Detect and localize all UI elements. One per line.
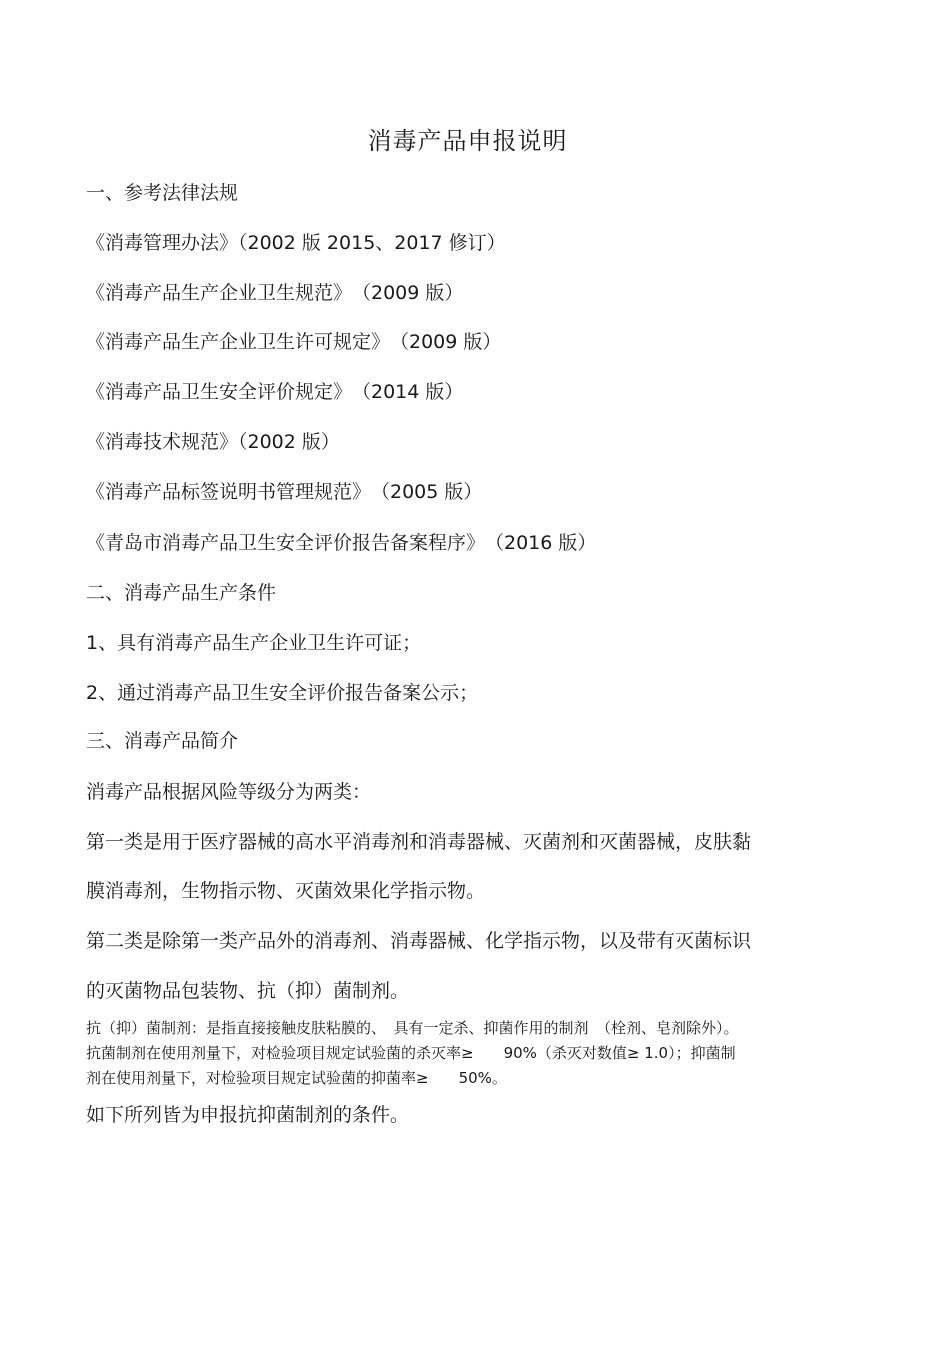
definition-line: 抗菌制剂在使用剂量下，对检验项目规定试验菌的杀灭率≥ 90%（杀灭对数值≥ 1.0）；抑菌制 <box>86 1044 736 1062</box>
paragraph-line: 膜消毒剂，生物指示物、灭菌效果化学指示物。 <box>86 880 486 902</box>
paragraph-line: 的灭菌物品包装物、抗（抑）菌制剂。 <box>86 980 410 1002</box>
document-title: 消毒产品申报说明 <box>367 127 568 155</box>
law-item: 《消毒产品标签说明书管理规范》 （2005 版） <box>86 481 483 503</box>
paragraph-line: 第二类是除第一类产品外的消毒剂、消毒器械、化学指示物，以及带有灭菌标识 <box>86 930 752 952</box>
section-heading-conditions: 二、消毒产品生产条件 <box>86 582 277 604</box>
condition-item: 2、通过消毒产品卫生安全评价报告备案公示； <box>86 682 479 704</box>
section-heading-intro: 三、消毒产品简介 <box>86 730 239 752</box>
law-item: 《消毒产品卫生安全评价规定》 （2014 版） <box>86 381 464 403</box>
law-item: 《消毒产品生产企业卫生规范》 （2009 版） <box>86 282 464 304</box>
section-heading-laws: 一、参考法律法规 <box>86 182 239 204</box>
closing-line: 如下所列皆为申报抗抑菌制剂的条件。 <box>86 1104 410 1126</box>
definition-line: 抗（抑）菌制剂：是指直接接触皮肤粘膜的、 具有一定杀、抑菌作用的制剂 （栓剂、皂剂除外）。 <box>86 1019 739 1037</box>
law-item: 《消毒产品生产企业卫生许可规定》 （2009 版） <box>86 331 502 353</box>
condition-item: 1、具有消毒产品生产企业卫生许可证； <box>86 632 422 654</box>
law-item: 《青岛市消毒产品卫生安全评价报告备案程序》 （2016 版） <box>86 532 597 554</box>
paragraph-line: 消毒产品根据风险等级分为两类： <box>86 781 372 803</box>
definition-line: 剂在使用剂量下，对检验项目规定试验菌的抑菌率≥ 50%。 <box>86 1069 507 1087</box>
law-item: 《消毒管理办法》（2002 版 2015、2017 修订） <box>86 232 506 254</box>
paragraph-line: 第一类是用于医疗器械的高水平消毒剂和消毒器械、灭菌剂和灭菌器械，皮肤黏 <box>86 831 752 853</box>
law-item: 《消毒技术规范》（2002 版） <box>86 431 340 453</box>
